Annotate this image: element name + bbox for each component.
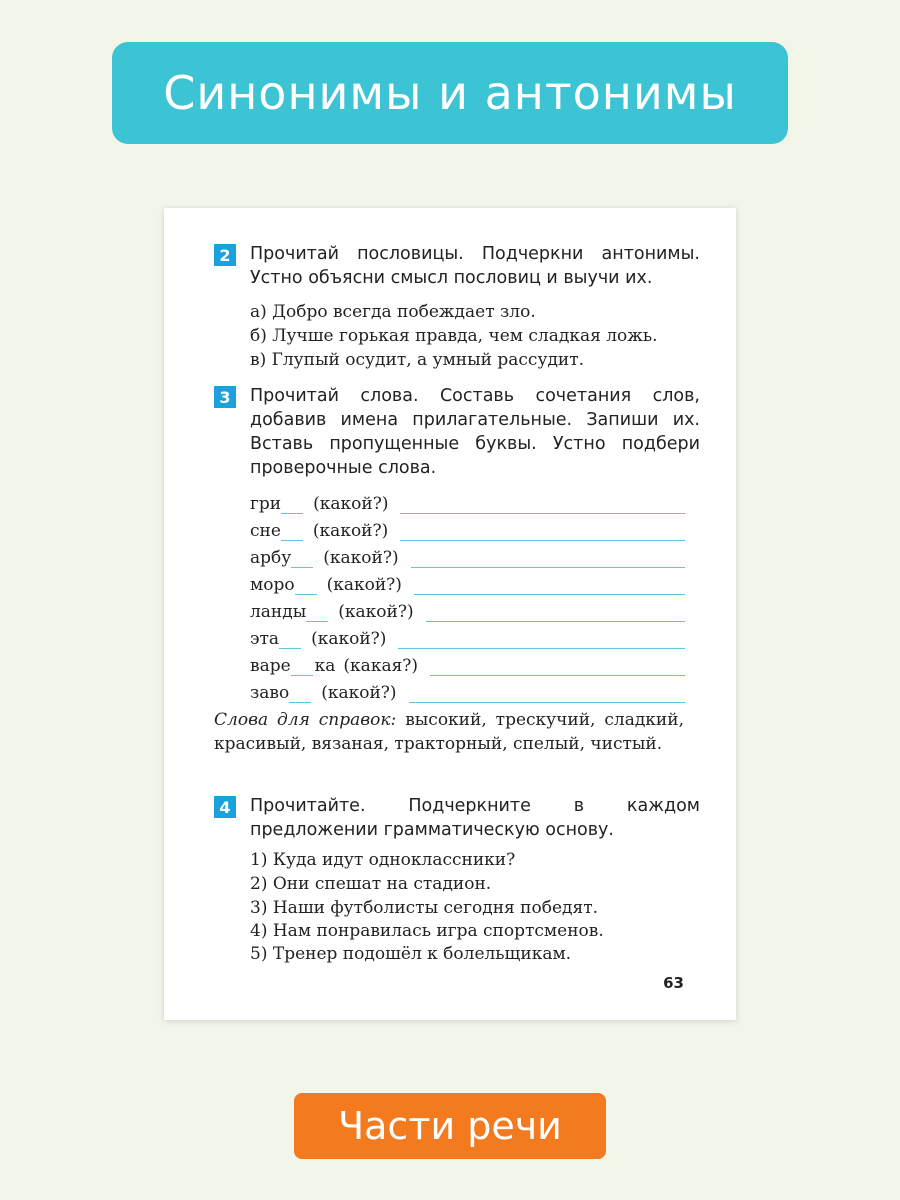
answer-line[interactable] (414, 576, 685, 595)
word-row (250, 542, 685, 568)
word-suffix: ка (314, 656, 336, 676)
word-row (250, 488, 685, 514)
sentence-item: 5) Тренер подошёл к болельщикам. (250, 944, 572, 964)
missing-letter-blank[interactable] (279, 630, 301, 649)
word-question: (какая?) (343, 656, 419, 676)
missing-letter-blank[interactable] (291, 549, 313, 568)
word-stem: эта (250, 629, 280, 649)
task-number-badge: 2 (214, 244, 236, 266)
word-stem: ланды (250, 602, 307, 622)
task-instruction: Прочитайте. Подчеркните в каждом предложении грамматическую основу. (250, 796, 700, 840)
reference-words (214, 708, 684, 756)
title-banner (112, 42, 788, 144)
answer-line[interactable] (409, 684, 685, 703)
word-row (250, 515, 685, 541)
sentence-item: 3) Наши футболисты сегодня победят. (250, 898, 599, 918)
sentence-item: 4) Нам понравилась игра спортсменов. (250, 921, 604, 941)
reference-list: высокий, трескучий, сладкий, красивый, вязаная, тракторный, спелый, чистый. (214, 710, 684, 754)
word-question: (какой?) (311, 629, 387, 649)
word-question: (какой?) (326, 575, 402, 595)
task-number-badge: 3 (214, 386, 236, 408)
answer-line[interactable] (400, 495, 685, 514)
missing-letter-blank[interactable] (281, 522, 303, 541)
task-number-badge: 4 (214, 796, 236, 818)
answer-line[interactable] (430, 657, 685, 676)
title-text: Синонимы и антонимы (163, 66, 737, 120)
answer-line[interactable] (411, 549, 685, 568)
word-question: (какой?) (338, 602, 414, 622)
word-stem: арбу (250, 548, 292, 568)
missing-letter-blank[interactable] (281, 495, 303, 514)
topic-text: Части речи (338, 1104, 562, 1148)
word-stem: заво (250, 683, 290, 703)
proverb-item: в) Глупый осудит, а умный рассудит. (250, 350, 585, 370)
reference-label: Слова для справок: (214, 710, 397, 730)
word-stem: варе (250, 656, 291, 676)
word-stem: моро (250, 575, 295, 595)
proverb-item: б) Лучше горькая правда, чем сладкая ложь. (250, 326, 658, 346)
page-number: 63 (663, 974, 684, 992)
answer-line[interactable] (398, 630, 685, 649)
word-row (250, 650, 685, 676)
word-question: (какой?) (321, 683, 397, 703)
proverb-item: а) Добро всегда побеждает зло. (250, 302, 536, 322)
task-instruction: Прочитай слова. Составь сочетания слов, добавив имена прилагательные. Запиши их. Вставь пропущенные буквы. Устно подбери проверочные слова. (250, 386, 700, 478)
missing-letter-blank[interactable] (289, 684, 311, 703)
answer-line[interactable] (426, 603, 685, 622)
missing-letter-blank[interactable] (291, 657, 313, 676)
sentence-item: 2) Они спешат на стадион. (250, 874, 492, 894)
word-question: (какой?) (313, 494, 389, 514)
word-row (250, 569, 685, 595)
word-stem: сне (250, 521, 281, 541)
word-row (250, 623, 685, 649)
task-instruction: Прочитай пословицы. Подчеркни антонимы. Устно объясни смысл пословиц и выучи их. (250, 244, 700, 288)
missing-letter-blank[interactable] (295, 576, 317, 595)
sentence-item: 1) Куда идут одноклассники? (250, 850, 516, 870)
word-row (250, 677, 685, 703)
word-question: (какой?) (323, 548, 399, 568)
topic-banner (294, 1093, 606, 1159)
word-question: (какой?) (312, 521, 389, 541)
workbook-page (164, 208, 736, 1020)
answer-line[interactable] (400, 522, 685, 541)
missing-letter-blank[interactable] (306, 603, 328, 622)
word-row (250, 596, 685, 622)
word-stem: гри (250, 494, 282, 514)
